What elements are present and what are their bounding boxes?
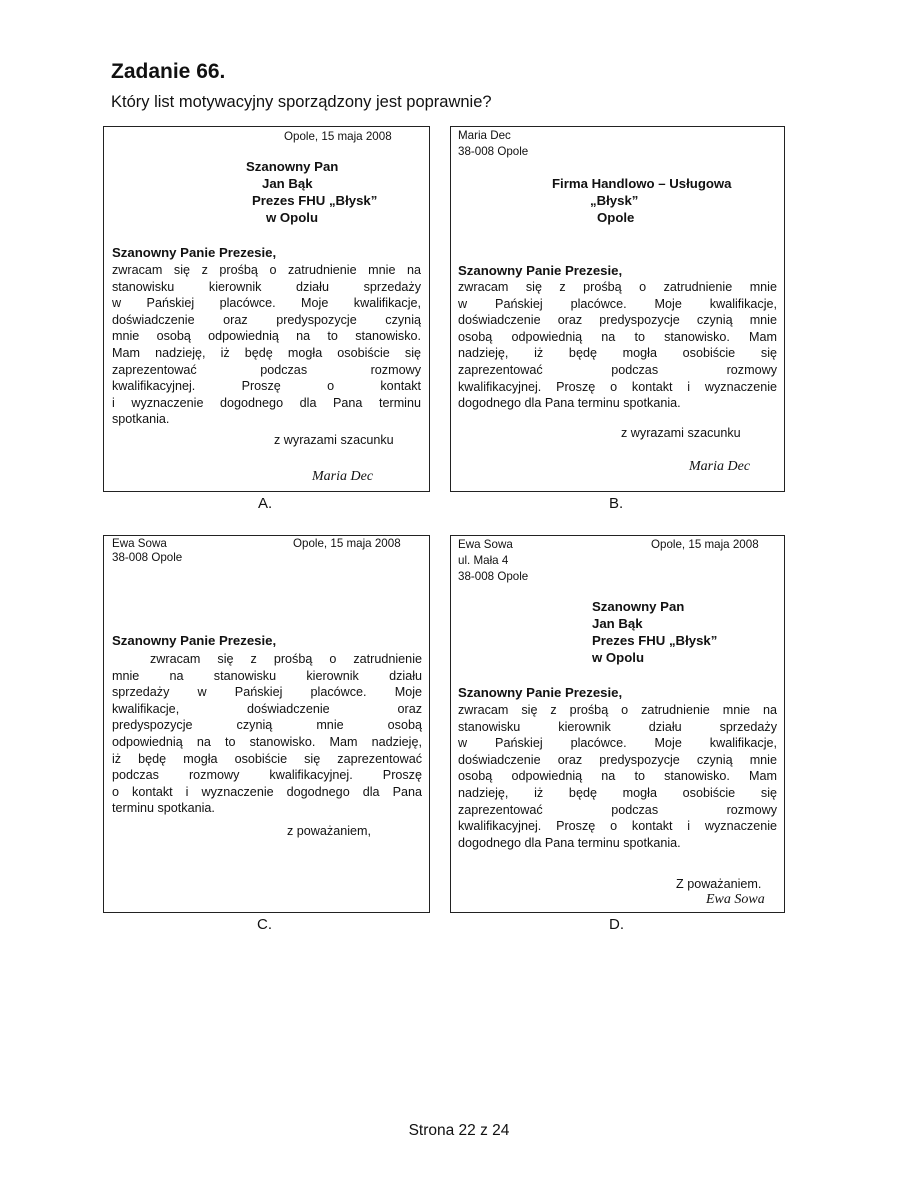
letter-a-body-line: zwracam się z prośbą o zatrudnienie mnie na (112, 263, 421, 277)
letter-d-body-line: zaprezentować podczas rozmowy (458, 802, 777, 817)
letter-c-sender-1: Ewa Sowa (112, 537, 167, 550)
letter-a-body (112, 262, 421, 428)
letter-b-signature: Maria Dec (689, 459, 751, 474)
letter-a-salutation: Szanowny Panie Prezesie, (112, 245, 277, 260)
letter-c-label: C. (257, 916, 272, 933)
letter-c-date: Opole, 15 maja 2008 (293, 537, 401, 550)
letter-c-sender-2: 38-008 Opole (112, 551, 183, 564)
letter-c-body-line: o kontakt i wyznaczenie dogodnego dla Pana (112, 784, 422, 799)
letter-d-body-line: osobą odpowiednią na to stanowisko. Mam (458, 769, 777, 784)
letter-b-body-line: zaprezentować podczas rozmowy (458, 362, 777, 377)
letter-d-body-line: stanowisku kierownik działu sprzedaży (458, 719, 777, 734)
letter-c-closing: z poważaniem, (287, 824, 371, 838)
letter-b-recipient-1: Firma Handlowo – Usługowa (552, 176, 732, 191)
letter-b-body (458, 279, 777, 412)
letter-c-body-line: odpowiednią na to stanowisko. Mam nadzieję, (112, 734, 422, 749)
letter-b-recipient-2: „Błysk” (590, 193, 639, 208)
letter-d-recipient-1: Szanowny Pan (592, 599, 685, 614)
letter-d-sender-3: 38-008 Opole (458, 570, 529, 583)
letter-d-body-line: dogodnego dla Pana terminu spotkania. (458, 835, 681, 850)
letter-a-date: Opole, 15 maja 2008 (284, 130, 392, 143)
letter-b-salutation: Szanowny Panie Prezesie, (458, 263, 623, 278)
letter-c (103, 535, 430, 913)
letter-a-body-line: stanowisku kierownik działu sprzedaży (112, 279, 421, 294)
letter-b-sender-1: Maria Dec (458, 129, 511, 142)
letter-d-recipient-3: Prezes FHU „Błysk” (592, 633, 718, 648)
letter-a-body-line: Mam nadzieję, iż będę mogła osobiście się (112, 345, 421, 360)
letter-a-recipient-4: w Opolu (266, 210, 319, 225)
task-question: Który list motywacyjny sporządzony jest poprawnie? (111, 93, 492, 111)
letter-d-recipient-2: Jan Bąk (592, 616, 643, 631)
letter-a-body-line: spotkania. (112, 412, 170, 427)
letter-b-body-line: w Pańskiej placówce. Moje kwalifikacje, (458, 296, 777, 311)
letter-a-body-line: i wyznaczenie dogodnego dla Pana terminu (112, 395, 421, 410)
letter-d-closing: Z poważaniem. (676, 877, 762, 891)
letter-a (103, 126, 430, 492)
letter-d-body-line: w Pańskiej placówce. Moje kwalifikacje, (458, 736, 777, 751)
letter-b (450, 126, 785, 492)
letter-d-body (458, 702, 777, 851)
letter-d-date: Opole, 15 maja 2008 (651, 538, 759, 551)
letter-a-signature: Maria Dec (312, 469, 374, 484)
letter-d-sender-1: Ewa Sowa (458, 538, 513, 551)
letter-a-closing: z wyrazami szacunku (274, 433, 394, 447)
letter-a-label: A. (258, 495, 273, 512)
letter-b-body-line: dogodnego dla Pana terminu spotkania. (458, 396, 681, 411)
letter-d-body-line: nadzieję, iż będę mogła osobiście się (458, 785, 777, 800)
letter-d-sender-2: ul. Mała 4 (458, 554, 509, 567)
letter-d-body-line: kwalifikacyjnej. Proszę o kontakt i wyznaczenie (458, 819, 777, 834)
letter-c-body-line: mnie na stanowisku kierownik działu (112, 668, 422, 683)
letter-d-body-line: doświadczenie oraz predyspozycje czynią mnie (458, 752, 777, 767)
letter-b-sender-2: 38-008 Opole (458, 145, 529, 158)
letter-c-body-line: iż będę mogła osobiście się zaprezentować (112, 751, 422, 766)
letter-d-recipient-4: w Opolu (592, 650, 645, 665)
letter-c-body-line: sprzedaży w Pańskiej placówce. Moje (112, 685, 422, 700)
letter-b-body-line: nadzieję, iż będę mogła osobiście się (458, 346, 777, 361)
letter-c-salutation: Szanowny Panie Prezesie, (112, 633, 277, 648)
letter-a-body-line: w Pańskiej placówce. Moje kwalifikacje, (112, 296, 421, 311)
letter-a-body-line: zaprezentować podczas rozmowy (112, 362, 421, 377)
letter-a-body-line: mnie osobą odpowiednią na to stanowisko. (112, 329, 421, 344)
letter-c-body-line: terminu spotkania. (112, 801, 215, 816)
page-number: Strona 22 z 24 (408, 1122, 510, 1139)
letter-d-salutation: Szanowny Panie Prezesie, (458, 685, 623, 700)
letter-b-label: B. (609, 495, 624, 512)
task-title: Zadanie 66. (111, 60, 226, 83)
letter-d (450, 535, 785, 913)
letter-b-recipient-3: Opole (597, 210, 635, 225)
letter-d-signature: Ewa Sowa (706, 892, 765, 907)
letter-b-body-line: osobą odpowiednią na to stanowisko. Mam (458, 329, 777, 344)
letter-d-body-line: zwracam się z prośbą o zatrudnienie mnie na (458, 703, 777, 717)
letter-c-body (112, 651, 422, 817)
letter-c-body-line: kwalifikacje, doświadczenie oraz (112, 701, 422, 716)
letter-b-body-line: doświadczenie oraz predyspozycje czynią mnie (458, 313, 777, 328)
letter-b-body-line: zwracam się z prośbą o zatrudnienie mnie (458, 280, 777, 294)
letter-b-body-line: kwalifikacyjnej. Proszę o kontakt i wyznaczenie (458, 379, 777, 394)
letter-a-recipient-3: Prezes FHU „Błysk” (252, 193, 378, 208)
letter-a-body-line: doświadczenie oraz predyspozycje czynią (112, 312, 421, 327)
letter-c-body-line: zwracam się z prośbą o zatrudnienie (150, 652, 422, 666)
letter-c-body-line: podczas rozmowy kwalifikacyjnej. Proszę (112, 768, 422, 783)
letter-a-recipient-1: Szanowny Pan (246, 159, 339, 174)
letter-c-body-line: predyspozycje czynią mnie osobą (112, 718, 422, 733)
letter-a-recipient-2: Jan Bąk (262, 176, 313, 191)
letter-b-closing: z wyrazami szacunku (621, 426, 741, 440)
letter-d-label: D. (609, 916, 624, 933)
letter-a-body-line: kwalifikacyjnej. Proszę o kontakt (112, 379, 421, 394)
